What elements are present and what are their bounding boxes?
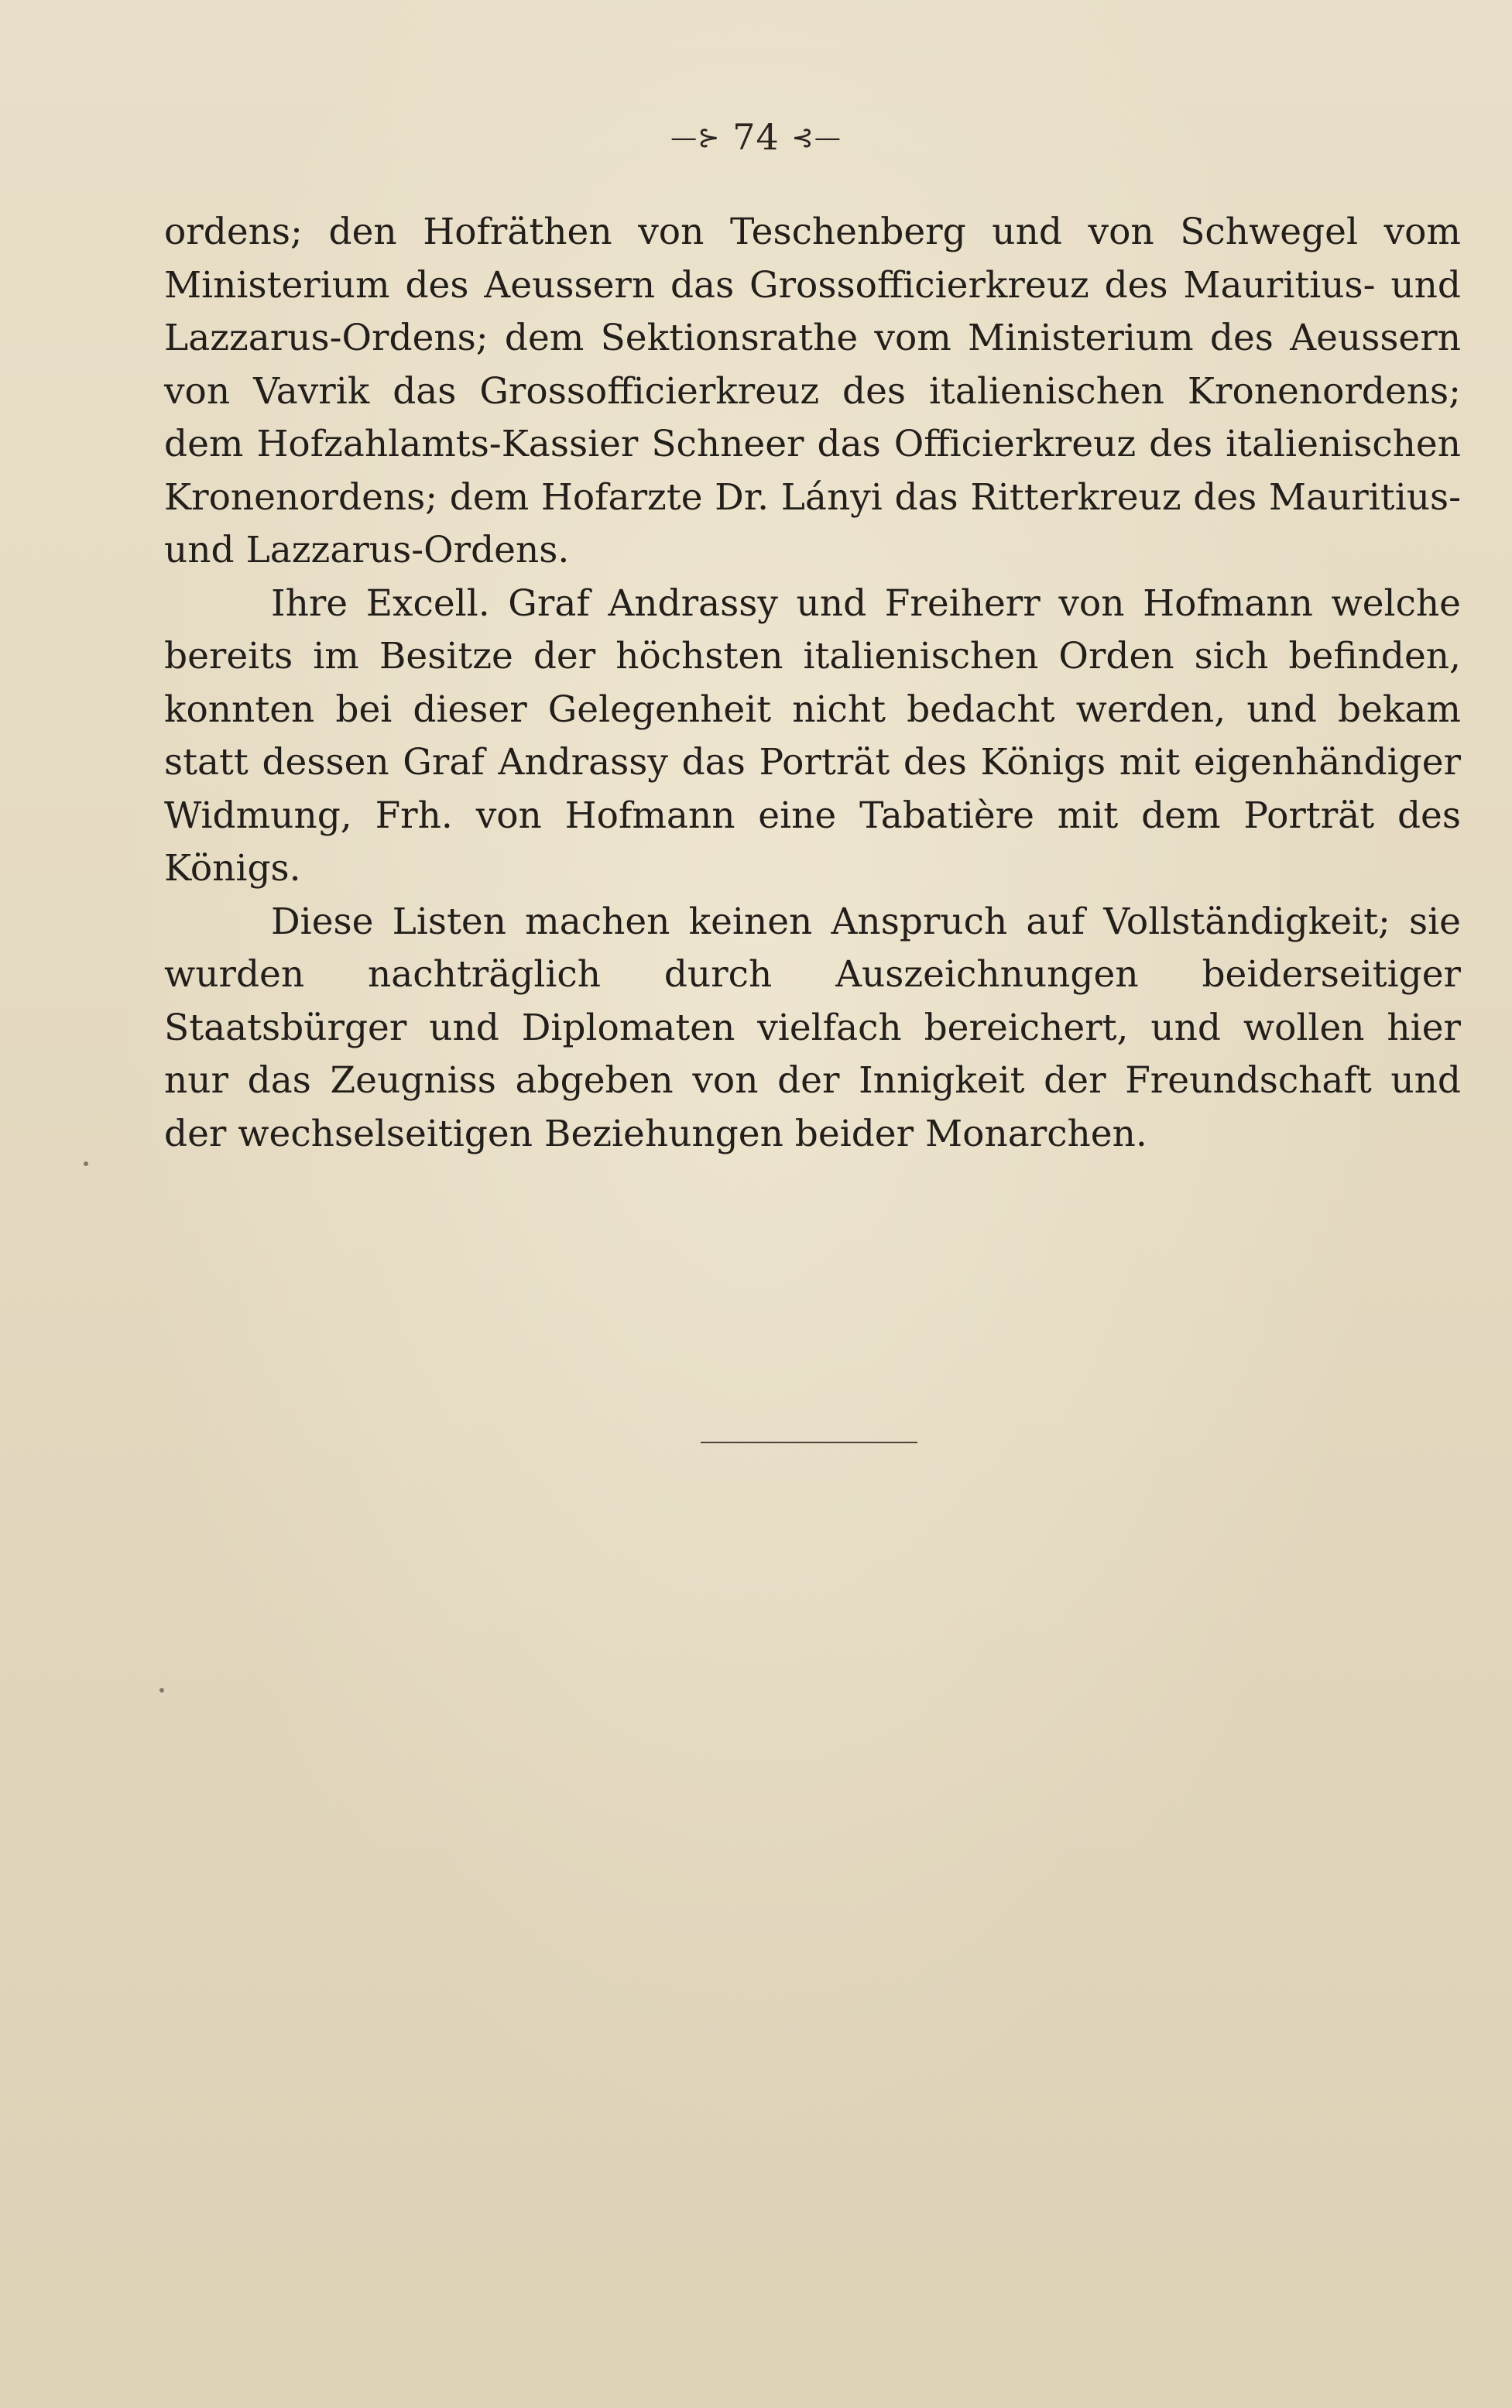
paragraph-continuation: ordens; den Hofräthen von Teschenberg und von Schwegel vom Ministerium des Aeussern das Grossofficierkreuz des Mauritius- und Lazzarus-Ordens; dem Sektionsrathe vom Ministerium des Aeussern von Vavrik das Grossofficierkreuz des italienischen Kronenordens; dem Hofzahlamts-Kassier Schneer das Officierkreuz des italienischen Kronenordens; dem Hofarzte Dr. Lányi das Ritterkreuz des Mauritius- und Lazzarus-Ordens. xyxy=(164,211,1461,571)
page-number: 74 xyxy=(732,116,780,158)
paper-speck xyxy=(84,1161,88,1166)
paragraph-lists-note: Diese Listen machen keinen Anspruch auf Vollständigkeit; sie wurden nachträglich durch Auszeichnungen beiderseitiger Staatsbürger und Diplomaten vielfach bereichert, und wollen hier nur das Zeugniss abgeben von der Innigkeit der Freundschaft und der wechselseitigen Beziehungen beider Monarchen. xyxy=(164,900,1461,1155)
paper-speck xyxy=(159,1688,164,1693)
ornament-left: —⊱ xyxy=(670,122,721,153)
body-text xyxy=(164,206,1461,1161)
paragraph-andrassy-hofmann: Ihre Excell. Graf Andrassy und Freiherr von Hofmann welche bereits im Besitze der höchsten italienischen Orden sich befinden, konnten bei dieser Gelegenheit nicht bedacht werden, und bekam statt dessen Graf Andrassy das Porträt des Königs mit eigenhändiger Widmung, Frh. von Hofmann eine Tabatière mit dem Porträt des Königs. xyxy=(164,581,1461,890)
section-end-rule xyxy=(701,1442,917,1443)
ornament-right: ⊰— xyxy=(791,122,842,153)
page-number-header xyxy=(0,116,1512,158)
